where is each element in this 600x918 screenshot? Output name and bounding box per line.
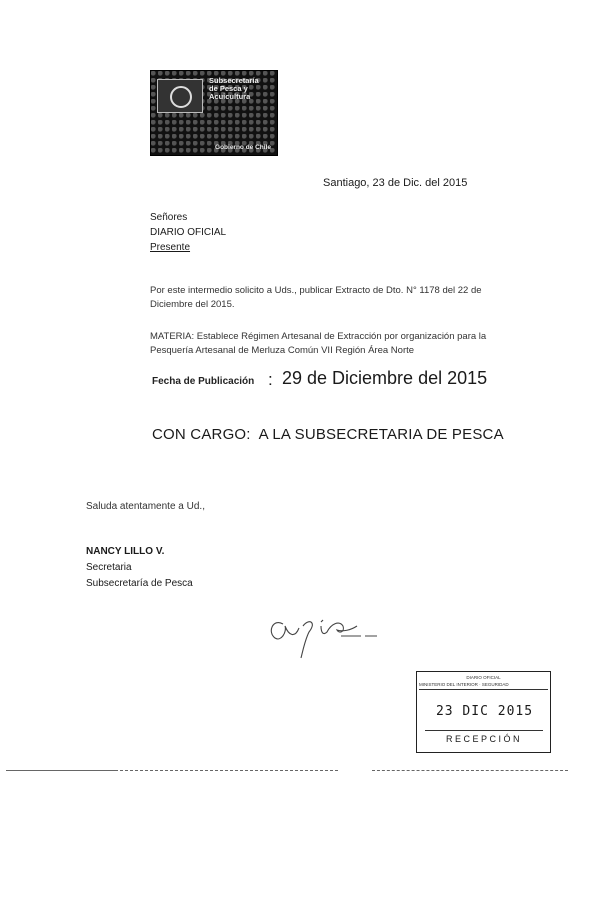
reception-stamp	[416, 671, 551, 753]
sender-title: Secretaria	[86, 562, 132, 573]
stamp-label: RECEPCIÓN	[425, 730, 543, 747]
sender-office: Subsecretaría de Pesca	[86, 578, 193, 589]
handwritten-signature	[265, 606, 395, 666]
scan-line	[120, 770, 338, 771]
publication-date: 29 de Diciembre del 2015	[282, 368, 488, 388]
sender-name: NANCY LILLO V.	[86, 546, 165, 557]
logo-line: Subsecretaría	[209, 76, 259, 85]
publication-label: Fecha de Publicación	[152, 376, 255, 387]
logo-line: Acuicultura	[209, 92, 251, 101]
closing-line: Saluda atentamente a Ud.,	[86, 501, 205, 512]
logo-text	[209, 77, 275, 101]
scan-line	[6, 770, 118, 771]
recipient-name: DIARIO OFICIAL	[150, 227, 227, 238]
stamp-header	[419, 674, 548, 690]
date-line: Santiago, 23 de Dic. del 2015	[323, 177, 468, 189]
recipient-presente: Presente	[150, 242, 191, 253]
logo-footer: Gobierno de Chile	[215, 144, 271, 151]
recipient-greeting: Señores	[150, 212, 188, 223]
stamp-header-line: MINISTERIO DEL INTERIOR · SEGURIDAD	[419, 682, 509, 687]
coat-of-arms-icon	[157, 79, 203, 113]
institution-logo	[150, 70, 278, 156]
materia-paragraph: MATERIA: Establece Régimen Artesanal de Extracción por organización para la Pesquería Artesanal de Merluza Común VII Región Área Norte	[150, 331, 487, 356]
stamp-date: 23 DIC 2015	[435, 704, 534, 719]
scan-line	[372, 770, 568, 771]
logo-line: de Pesca y	[209, 84, 248, 93]
stamp-header-line: DIARIO OFICIAL	[466, 675, 501, 680]
request-paragraph: Por este intermedio solicito a Uds., publicar Extracto de Dto. N° 1178 del 22 de Diciembre del 2015.	[150, 285, 482, 310]
cargo-line: CON CARGO: A LA SUBSECRETARIA DE PESCA	[152, 426, 504, 443]
publication-colon: :	[268, 370, 273, 389]
